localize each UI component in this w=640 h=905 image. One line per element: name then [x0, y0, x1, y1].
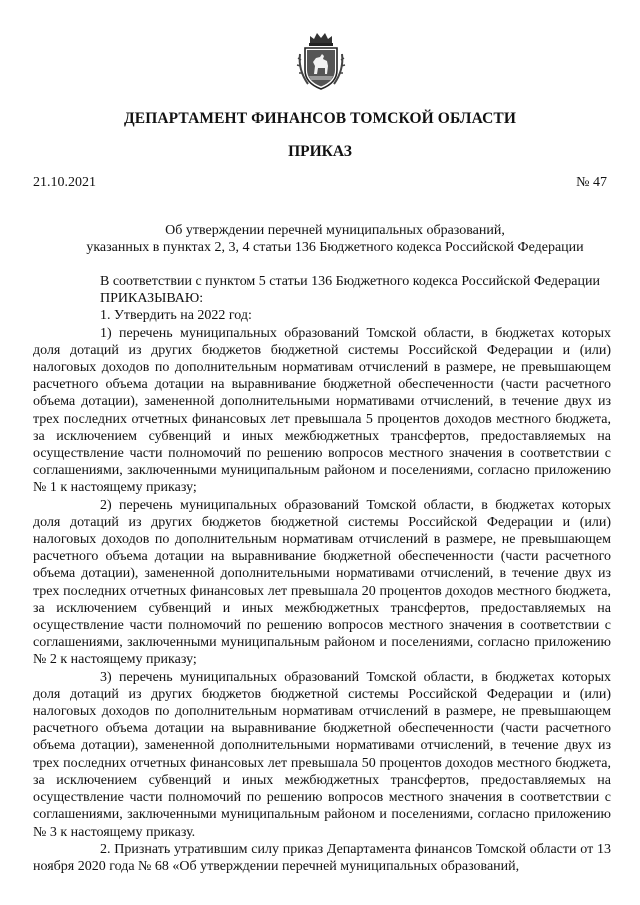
- tomsk-coat-of-arms-icon: [296, 30, 346, 92]
- list-item-3: 3) перечень муниципальных образований Томской области, в бюджетах которых доля дотаций из других бюджетов бюджетной системы Российской Федерации и (или) налоговых доходов по дополнительным нормативам отчислений в размере, не превышающем расчетного объема дотации на выравнивание бюджетной обеспеченности (части расчетного объема дотации), замененной дополнительными нормативами отчислений, в течение двух из трех последних отчетных финансовых лет превышала 50 процентов доходов местного бюджета, за исключением субвенций и иных межбюджетных трансфертов, предоставляемых на осуществление части полномочий по решению вопросов местного значения в соответствии с соглашениями, заключенными муниципальным районом и поселениями, согласно приложению № 3 к настоящему приказу.: [33, 669, 611, 840]
- item-1-heading: 1. Утвердить на 2022 год:: [100, 308, 252, 324]
- item-2-paragraph: 2. Признать утратившим силу приказ Департамента финансов Томской области от 13 ноября 2020 года № 68 «Об утверждении перечней муниципальных образований,: [33, 841, 611, 874]
- order-subject: [60, 222, 610, 256]
- intro-paragraph: В соответствии с пунктом 5 статьи 136 Бюджетного кодекса Российской Федерации: [100, 274, 600, 289]
- list-item-2: 2) перечень муниципальных образований Томской области, в бюджетах которых доля дотаций из других бюджетов бюджетной системы Российской Федерации и (или) налоговых доходов по дополнительным нормативам отчислений в размере, не превышающем расчетного объема дотации на выравнивание бюджетной обеспеченности (части расчетного объема дотации), замененной дополнительными нормативами отчислений, в течение двух из трех последних отчетных финансовых лет превышала 20 процентов доходов местного бюджета, за исключением субвенций и иных межбюджетных трансфертов, предоставляемых на осуществление части полномочий по решению вопросов местного значения в соответствии с соглашениями, заключенными муниципальным районом и поселениями, согласно приложению № 2 к настоящему приказу;: [33, 497, 611, 668]
- list-item-1: 1) перечень муниципальных образований Томской области, в бюджетах которых доля дотаций из других бюджетов бюджетной системы Российской Федерации и (или) налоговых доходов по дополнительным нормативам отчислений в размере, не превышающем расчетного объема дотации на выравнивание бюджетной обеспеченности (части расчетного объема дотации), замененной дополнительными нормативами отчислений, в течение двух из трех последних отчетных финансовых лет превышала 5 процентов доходов местного бюджета, за исключением субвенций и иных межбюджетных трансфертов, предоставляемых на осуществление части полномочий по решению вопросов местного значения в соответствии с соглашениями, заключенными муниципальным районом и поселениями, согласно приложению № 1 к настоящему приказу;: [33, 325, 611, 496]
- subject-line-1: Об утверждении перечней муниципальных образований,: [165, 223, 505, 238]
- order-word: ПРИКАЗЫВАЮ:: [100, 291, 204, 307]
- document-type-title: ПРИКАЗ: [288, 143, 352, 160]
- subject-line-2: указанных в пунктах 2, 3, 4 статьи 136 Бюджетного кодекса Российской Федерации: [86, 240, 584, 255]
- department-name: ДЕПАРТАМЕНТ ФИНАНСОВ ТОМСКОЙ ОБЛАСТИ: [124, 110, 516, 127]
- order-number: № 47: [576, 175, 607, 190]
- order-body: [33, 273, 611, 875]
- order-date: 21.10.2021: [33, 175, 96, 190]
